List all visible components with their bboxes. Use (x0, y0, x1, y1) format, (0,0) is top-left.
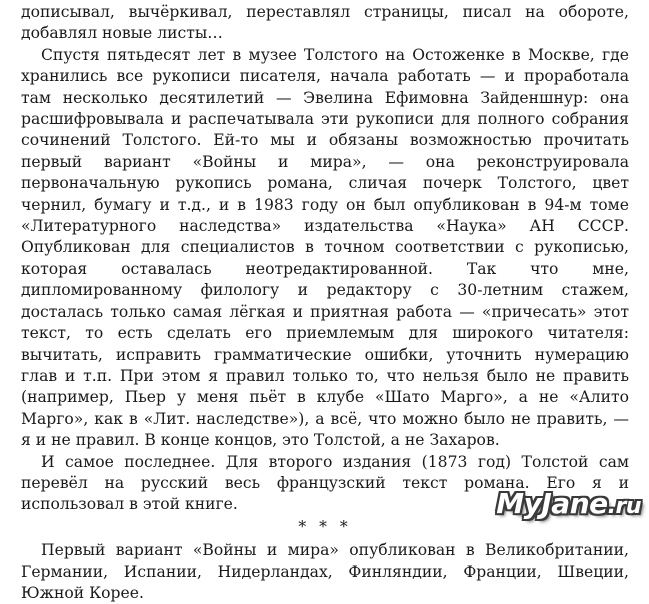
watermark-tld: .ru (607, 494, 641, 519)
paragraph-publications: Первый вариант «Войны и мира» опубликован в Великобритании, Германии, Испании, Нидерландах, Финляндии, Франции, Швеции, Южной Корее. (21, 541, 629, 602)
site-watermark-logo (496, 487, 641, 520)
paragraph-manuscript-history: Спустя пятьдесят лет в музее Толстого на Остоженке в Москве, где хранились все рукописи писателя, начала работать — и проработала там несколько десятилетий — Эвелина Ефимовна Зайденшнур: она расшифровывала и распечатывала эти рукописи для полного собрания сочинений Толстого. Ей-то мы и обязаны возможностью прочитать первый вариант «Войны и мира», — она реконструировала первоначальную рукопись романа, сличая почерк Толстого, цвет чернил, бумагу и т.д., и в 1983 году он был опубликован в 94-м томе «Литературного наследства» издательства «Наука» АН СССР. Опубликован для специалистов в точном соответствии с рукописью, которая оставалась неотредактированной. Так что мне, дипломированному филологу и редактору с 30-летним стажем, досталась только самая лёгкая и приятная работа — «причесать» этот текст, то есть сделать его приемлемым для широкого читателя: вычитать, исправить грамматические ошибки, уточнить нумерацию глав и т.п. При этом я правил только то, что нельзя было не править (например, Пьер у меня пьёт в клубе «Шато Марго», а не «Алито Марго», как в «Лит. наследстве»), а всё, что можно было не править, — я и не правил. В конце концов, это Толстой, а не Захаров. (21, 45, 629, 450)
watermark-name: MyJane (496, 487, 608, 520)
section-separator: * * * (298, 517, 352, 536)
paragraph-second-edition: И самое последнее. Для второго издания (1873 год) Толстой сам перевёл на русский весь французский текст романа. Его я и использовал в этой книге. (21, 452, 629, 514)
paragraph-continuation: дописывал, вычёркивал, переставлял страницы, писал на обороте, добавлял новые листы… (21, 3, 629, 43)
